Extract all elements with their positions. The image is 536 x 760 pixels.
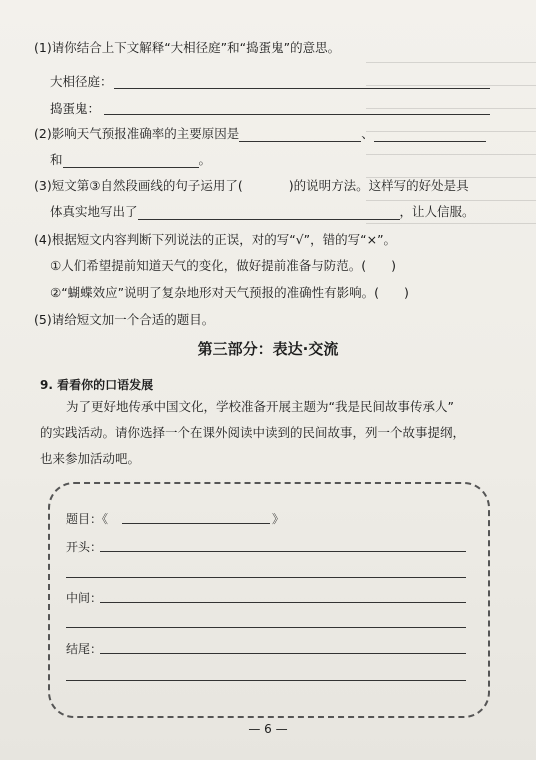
question-9-title: 9. 看看你的口语发展: [40, 378, 154, 392]
answer-line-1b[interactable]: [104, 114, 490, 115]
answer-blank-2b[interactable]: [374, 128, 486, 142]
answer-line-1a[interactable]: [114, 88, 490, 89]
answer-blank-2a[interactable]: [239, 128, 361, 142]
start-line-1[interactable]: [100, 551, 466, 552]
question-3-part2: )的说明方法。这样写的好处是具: [288, 178, 469, 193]
question-3-cont: [50, 204, 475, 220]
question-3: [34, 178, 469, 194]
question-9-para-1: 为了更好地传承中国文化，学校准备开展主题为“我是民间故事传承人”: [66, 399, 454, 414]
title-label: 题目：《: [66, 512, 109, 526]
question-2-text: (2)影响天气预报准确率的主要原因是: [34, 126, 240, 141]
label-daxiangjingting: 大相径庭：: [50, 74, 113, 89]
separator: 、: [361, 126, 374, 141]
middle-label: 中间：: [66, 591, 103, 605]
and-text: 和: [50, 152, 63, 167]
title-close-bracket: 》: [272, 512, 285, 526]
label-daodangui: 捣蛋鬼：: [50, 101, 101, 116]
question-3-part3: 体真实地写出了: [50, 204, 138, 219]
start-line-2[interactable]: [66, 577, 466, 578]
page-number: — 6 —: [248, 722, 288, 736]
end-line-2[interactable]: [66, 680, 466, 681]
title-input-line[interactable]: [122, 523, 270, 524]
question-1: (1)请你结合上下文解释“大相径庭”和“捣蛋鬼”的意思。: [34, 40, 341, 55]
section-title: 第三部分：表达·交流: [197, 340, 339, 358]
start-label: 开头：: [66, 540, 103, 554]
question-2: [34, 126, 486, 142]
period: 。: [198, 152, 212, 167]
answer-blank-3[interactable]: [138, 206, 400, 220]
end-label: 结尾：: [66, 642, 103, 656]
question-5: (5)请给短文加一个合适的题目。: [34, 312, 215, 327]
middle-line-2[interactable]: [66, 627, 466, 628]
question-3-part4: ，让人信服。: [399, 204, 475, 219]
middle-line-1[interactable]: [100, 602, 466, 603]
answer-blank-2c[interactable]: [63, 154, 199, 168]
question-4: (4)根据短文内容判断下列说法的正误，对的写“√”，错的写“×”。: [34, 232, 397, 247]
story-outline-box: [48, 482, 490, 718]
question-2-cont: [50, 152, 211, 168]
question-9-para-3: 也来参加活动吧。: [40, 451, 141, 466]
question-4-item-2[interactable]: ②“蝴蝶效应”说明了复杂地形对天气预报的准确性有影响。( ): [50, 285, 409, 300]
question-3-part1: (3)短文第③自然段画线的句子运用了(: [34, 178, 243, 193]
end-line-1[interactable]: [100, 653, 466, 654]
question-4-item-1[interactable]: ①人们希望提前知道天气的变化，做好提前准备与防范。( ): [50, 258, 396, 273]
question-9-para-2: 的实践活动。请你选择一个在课外阅读中读到的民间故事，列一个故事提纲，: [40, 425, 466, 440]
